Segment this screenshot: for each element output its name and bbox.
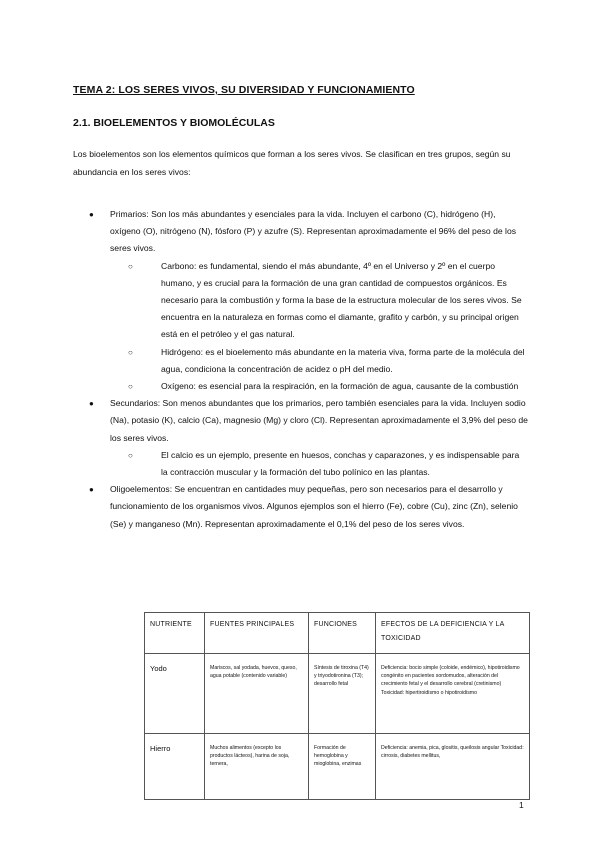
page-title: TEMA 2: LOS SERES VIVOS, SU DIVERSIDAD Y FUNCIONAMIENTO [73,84,415,96]
hollow-bullet-icon: ○ [128,450,133,460]
bullet-icon: ● [89,210,94,219]
hollow-bullet-icon: ○ [128,382,133,392]
intro-paragraph: Los bioelementos son los elementos químicos que forman a los seres vivos. Se clasifican en tres grupos, según su abundancia en los seres vivos: [73,149,511,177]
sub-item-hidrogeno [73,344,528,378]
table-header-row [145,613,530,654]
table-cell: Mariscos, sal yodada, huevos, queso, agua potable (contenido variable) [205,654,309,734]
table-row [145,734,530,800]
secundarios-text: Secundarios: Son menos abundantes que los primarios, pero también esenciales para la vida. Incluyen sodio (Na), potasio (K), calcio (Ca), magnesio (Mg) y cloro (Cl). Representan aproximadamente el 3,9% del peso de los seres vivos. [110,398,528,443]
table-cell: Síntesis de tiroxina (T4) y triyodotironina (T3); desarrollo fetal [309,654,376,734]
column-header: FUENTES PRINCIPALES [205,613,309,654]
table-cell: Deficiencia: bocio simple (coloide, endémico), hipotiroidismo congénito en pacientes sordomudos, alteración del crecimiento fetal y el desarrollo cerebral (cretinismo) Toxicidad: hipertiroidismo o hipotiroidismo [376,654,530,734]
sub-item-calcio [73,447,528,481]
oxigeno-text: Oxígeno: es esencial para la respiración, en la formación de agua, causante de la combustión [161,381,519,392]
table-row [145,654,530,734]
list-item-secundarios [73,395,528,447]
table-cell: Muchos alimentos (excepto los productos lácteos), harina de soja, ternera, [205,734,309,800]
hollow-bullet-icon: ○ [128,347,133,357]
oligoelementos-text: Oligoelementos: Se encuentran en cantidades muy pequeñas, pero son necesarios para el desarrollo y funcionamiento de los organismos vivos. Algunos ejemplos son el hierro (Fe), cobre (Cu), zinc (Zn), selenio (Se) y manganeso (Mn). Representan aproximadamente el 0,1% del peso de los seres vivos. [110,484,518,529]
list-item-oligoelementos [73,481,528,533]
column-header: FUNCIONES [309,613,376,654]
hidrogeno-text: Hidrógeno: es el bioelemento más abundante en la materia viva, forma parte de la molécula del agua, condiciona la concentración de acidez o pH del medio. [161,346,525,374]
sub-item-oxigeno [73,378,528,395]
page-number: 1 [519,800,524,810]
table-cell: Deficiencia: anemia, pica, glositis, queilosis angular Toxicidad: cirrosis, diabetes mellitus, [376,734,530,800]
primarios-text: Primarios: Son los más abundantes y esenciales para la vida. Incluyen el carbono (C), hidrógeno (H), oxígeno (O), nitrógeno (N), fósforo (P) y azufre (S). Representan aproximadamente el 96% del peso de los seres vivos. [110,209,517,254]
bullet-icon: ● [89,399,94,409]
hollow-bullet-icon: ○ [128,261,133,271]
bullet-icon: ● [89,485,94,495]
calcio-text: El calcio es un ejemplo, presente en huesos, conchas y caparazones, y es indispensable para la contracción muscular y la formación del tubo polínico en las plantas. [161,449,520,478]
column-header: NUTRIENTE [145,613,205,654]
column-header: EFECTOS DE LA DEFICIENCIA Y LA TOXICIDAD [376,613,530,654]
section-heading: 2.1. BIOELEMENTOS Y BIOMOLÉCULAS [73,117,275,129]
table-cell: Yodo [145,654,205,734]
list-item-primarios [73,206,528,258]
carbono-text: Carbono: es fundamental, siendo el más abundante, 4º en el Universo y 2º en el cuerpo humano, y es crucial para la formación de una gran cantidad de compuestos orgánicos. Es necesario para la combustión y forma la base de la estructura molecular de los seres vivos. Se encuentra en la naturaleza en formas como el diamante, grafito y carbón, y su principal origen está en el petróleo y el gas natural. [161,260,522,340]
sub-item-carbono [73,258,528,344]
table-cell: Hierro [145,734,205,800]
table-cell: Formación de hemoglobina y mioglobina, enzimas [309,734,376,800]
nutrient-table [144,612,530,800]
bioelement-list [73,206,528,533]
